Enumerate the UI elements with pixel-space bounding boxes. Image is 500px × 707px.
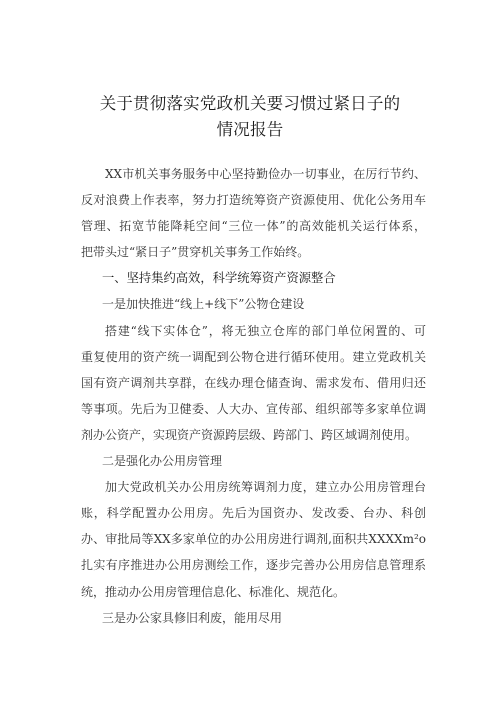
- subsection-1-line: 重复使用的资产统一调配到公物仓进行循环使用。建立党政机关: [81, 349, 426, 364]
- section-heading-1: 一、坚持集约高效，科学统筹资产资源整合: [102, 271, 336, 286]
- subsection-2-line: 扎实有序推进办公用房测绘工作，逐步完善办公用房信息管理系: [81, 558, 426, 573]
- subsection-2-line: 账，科学配置办公用房。先后为国资办、发改委、台办、科创: [81, 506, 426, 521]
- subsection-1-line: 国有资产调剂共享群，在线办理仓储查询、需求发布、借用归还: [81, 375, 426, 390]
- subsection-1-line: 剂办公资产，实现资产资源跨层级、跨部门、跨区域调剂使用。: [81, 427, 418, 442]
- report-title-line-2: 情况报告: [216, 120, 284, 139]
- subsection-1-line: 等事项。先后为卫健委、人大办、宣传部、组织部等多家单位调: [81, 401, 426, 416]
- subsection-title-1: 一是加快推进“线上+线下”公物仓建设: [102, 297, 305, 312]
- subsection-1-line: 搭建“线下实体仓”，将无独立仓库的部门单位闲置的、可: [105, 323, 426, 338]
- subsection-2-line: 办、审批局等XX多家单位的办公用房进行调剂,面积共XXXXm²o: [81, 532, 426, 547]
- report-body: [81, 161, 426, 631]
- subsection-2-line: 统，推动办公用房管理信息化、标准化、规范化。: [81, 584, 346, 599]
- intro-paragraph-line: 管理、拓宽节能降耗空间“三位一体”的高效能机关运行体系，: [81, 219, 426, 234]
- subsection-title-2: 二是强化办公用房管理: [102, 454, 223, 469]
- intro-paragraph-line: XX市机关事务服务中心坚持勤俭办一切事业，在厉行节约、: [105, 167, 426, 181]
- report-title-line-1: 关于贯彻落实党政机关要习惯过紧日子的: [99, 94, 401, 113]
- subsection-title-3: 三是办公家具修旧利废，能用尽用: [102, 610, 283, 625]
- intro-paragraph-line: 反对浪费上作表率，努力打造统筹资产资源使用、优化公务用车: [81, 193, 426, 208]
- subsection-2-line: 加大党政机关办公用房统筹调剂力度，建立办公用房管理台: [105, 480, 426, 495]
- intro-paragraph-line: 把带头过“紧日子”贯穿机关事务工作始终。: [81, 245, 310, 260]
